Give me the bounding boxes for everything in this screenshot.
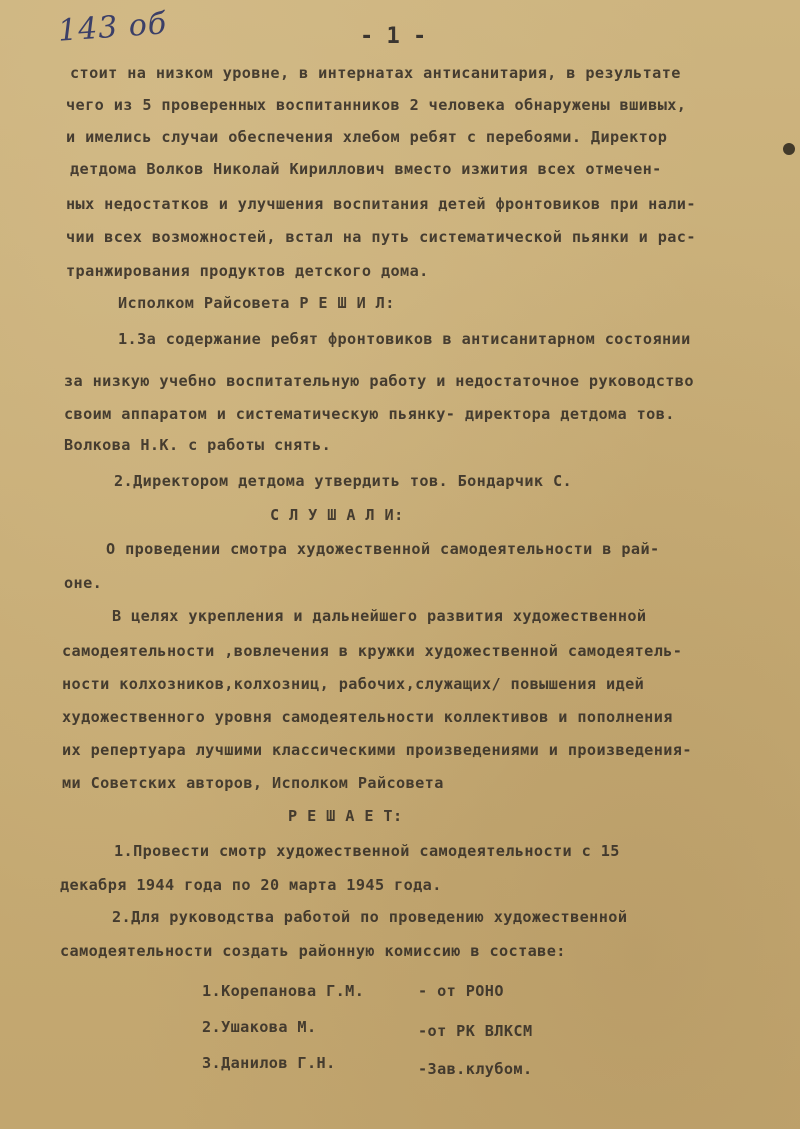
text-line: оне. bbox=[64, 574, 103, 592]
text-line: художественного уровня самодеятельности коллективов и пополнения bbox=[62, 708, 673, 726]
text-line: 1.Провести смотр художественной самодеятельности с 15 bbox=[114, 842, 620, 860]
text-line: декабря 1944 года по 20 марта 1945 года. bbox=[60, 876, 442, 894]
text-line: чии всех возможностей, встал на путь систематической пьянки и рас- bbox=[66, 228, 696, 246]
text-line: чего из 5 проверенных воспитанников 2 человека обнаружены вшивых, bbox=[66, 96, 687, 114]
heard-heading: С Л У Ш А Л И: bbox=[270, 506, 404, 524]
resolution-heading: Исполком Райсовета Р Е Ш И Л: bbox=[118, 294, 395, 312]
text-line: В целях укрепления и дальнейшего развития художественной bbox=[112, 607, 647, 625]
text-line: стоит на низком уровне, в интернатах антисанитария, в результате bbox=[70, 64, 681, 82]
text-line: ми Советских авторов, Исполком Райсовета bbox=[62, 774, 444, 792]
commission-member-role: -от РК ВЛКСМ bbox=[418, 1022, 533, 1040]
text-line: 2.Директором детдома утвердить тов. Бондарчик С. bbox=[114, 472, 573, 490]
commission-member-name: 1.Корепанова Г.М. bbox=[202, 982, 365, 1000]
text-line: Волкова Н.К. с работы снять. bbox=[64, 436, 332, 454]
text-line: ности колхозников,колхозниц, рабочих,служащих/ повышения идей bbox=[62, 675, 645, 693]
text-line: их репертуара лучшими классическими произведениями и произведения- bbox=[62, 741, 692, 759]
commission-member-name: 2.Ушакова М. bbox=[202, 1018, 317, 1036]
text-line: ных недостатков и улучшения воспитания детей фронтовиков при нали- bbox=[66, 195, 696, 213]
text-line: самодеятельности ,вовлечения в кружки художественной самодеятель- bbox=[62, 642, 683, 660]
commission-member-role: -Зав.клубом. bbox=[418, 1060, 533, 1078]
page-number: - 1 - bbox=[360, 24, 427, 49]
text-line: за низкую учебно воспитательную работу и недостаточное руководство bbox=[64, 372, 694, 390]
text-line: О проведении смотра художественной самодеятельности в рай- bbox=[106, 540, 660, 558]
text-line: и имелись случаи обеспечения хлебом ребят с перебоями. Директор bbox=[66, 128, 668, 146]
handwritten-page-number: 143 об bbox=[56, 6, 169, 49]
text-line: самодеятельности создать районную комиссию в составе: bbox=[60, 942, 566, 960]
commission-member-role: - от РОНО bbox=[418, 982, 504, 1000]
text-line: транжирования продуктов детского дома. bbox=[66, 262, 429, 280]
commission-member-name: 3.Данилов Г.Н. bbox=[202, 1054, 336, 1072]
text-line: 2.Для руководства работой по проведению художественной bbox=[112, 908, 628, 926]
text-line: детдома Волков Николай Кириллович вместо изжития всех отмечен- bbox=[70, 160, 662, 178]
decision-heading: Р Е Ш А Е Т: bbox=[288, 807, 403, 825]
binding-hole bbox=[783, 143, 795, 155]
text-line: своим аппаратом и систематическую пьянку- директора детдома тов. bbox=[64, 405, 675, 423]
text-line: 1.За содержание ребят фронтовиков в антисанитарном состоянии bbox=[118, 330, 691, 348]
